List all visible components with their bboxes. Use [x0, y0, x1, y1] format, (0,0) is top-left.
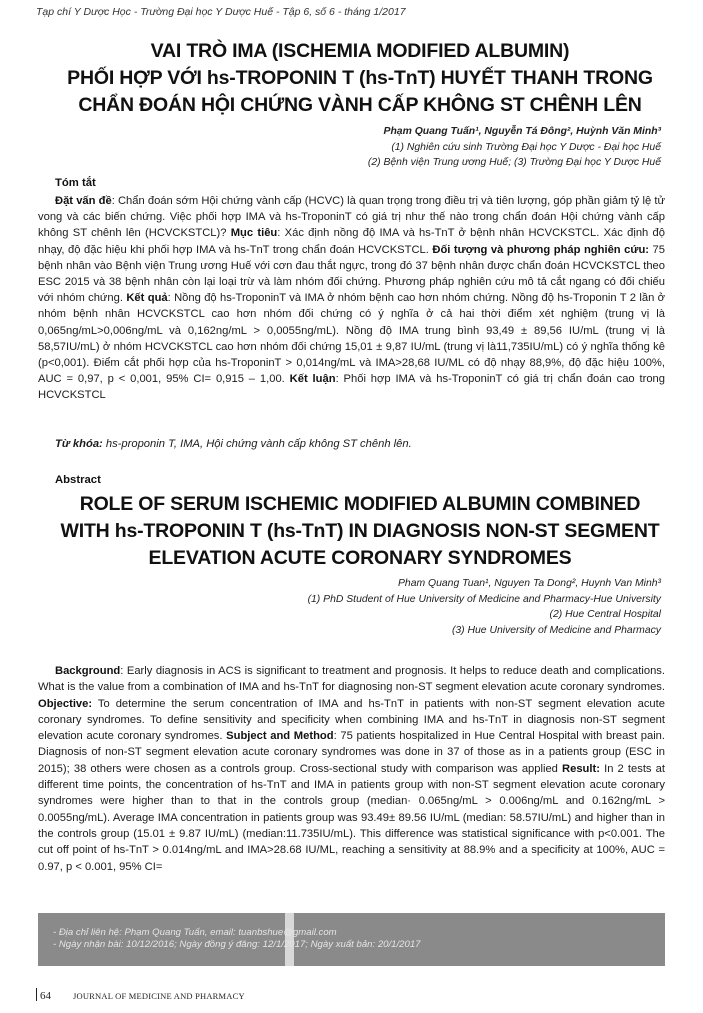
conclusion-text: : Phối hợp IMA và hs-TroponinT có giá trị chẩn đoán cao trong HCVCKSTCL [38, 373, 665, 402]
methods-label: Subject and Method [226, 730, 334, 743]
keywords-text: hs-proponin T, IMA, Hội chứng vành cấp không ST chênh lên. [102, 438, 412, 450]
title-line: WITH hs-TROPONIN T (hs-TnT) IN DIAGNOSIS NON-ST SEGMENT [60, 520, 660, 542]
page-number: 64 [40, 990, 51, 1002]
title-line: VAI TRÒ IMA (ISCHEMIA MODIFIED ALBUMIN) [150, 40, 570, 62]
vietnamese-summary [38, 193, 665, 404]
keywords [55, 438, 412, 450]
abstract-heading: Abstract [55, 474, 101, 486]
background-label: Đặt vấn đề [55, 195, 112, 207]
english-authors-block [308, 576, 661, 638]
vietnamese-authors-block [368, 124, 661, 171]
keywords-label: Từ khóa: [55, 438, 103, 450]
page-footer [36, 988, 245, 1002]
affiliation: (2) Hue Central Hospital [549, 609, 661, 620]
affiliation: (1) Nghiên cứu sinh Trường Đại học Y Dược - Đại học Huế [391, 141, 661, 153]
footer-divider [36, 988, 37, 1001]
english-abstract [38, 663, 665, 875]
summary-heading: Tóm tắt [55, 177, 96, 189]
results-label: Result: [562, 762, 600, 775]
title-line: PHỐI HỢP VỚI hs-TROPONIN T (hs-TnT) HUYẾT THANH TRONG [67, 67, 653, 89]
running-head: Tạp chí Y Dược Học - Trường Đại học Y Dược Huế - Tập 6, số 6 - tháng 1/2017 [36, 6, 406, 18]
background-label: Background [55, 665, 121, 677]
background-text: : Chẩn đoán sớm Hội chứng vành cấp (HCVC) là quan trọng trong điều trị và tiên lượng, góp phần giảm tỷ lệ tử vong và các biến chứng. Việc phối hợp IMA và hs-TroponinT có giá trị như thế nào trong chẩn đoán Hội chứng vành cấp không ST chênh lên (HCVCKSTCL)? [38, 195, 665, 240]
objective-label: Mục tiêu [230, 227, 278, 240]
journal-name: JOURNAL OF MEDICINE AND PHARMACY [73, 991, 245, 1001]
author-names: Phạm Quang Tuấn¹, Nguyễn Tá Đông², Huỳnh Văn Minh³ [383, 126, 661, 137]
background-text: : Early diagnosis in ACS is significant to treatment and prognosis. It helps to reduce death and complications. What is the value from a combination of IMA and hs-TnT for diagnosing non-ST segment elevation acute coronary syndromes. [38, 665, 665, 694]
affiliation: (2) Bệnh viện Trung ương Huế; (3) Trường Đại học Y Dược Huế [367, 157, 661, 168]
objective-text: To determine the serum concentration of IMA and hs-TnT in patients with non-ST segment elevation acute coronary syndromes. To define sensitivity and specificity when combining IMA and hs-TnT in diagnosis non-ST segment elevation acute coronary syndromes. [38, 697, 665, 743]
objective-text: : Xác định nồng độ IMA và hs-TnT ở bệnh nhân HCVCKSTCL. Xác định độ nhạy, độ đặc hiệu khi phối hợp IMA và hs-TnT trong chẩn đoán HCVCKSTCL. [38, 227, 665, 256]
methods-text: 75 bệnh nhân vào Bệnh viện Trung ương Huế với cơn đau thắt ngực, trong đó 37 bệnh nhân được chẩn đoán HCVCKSTCL theo ESC 2015 và 38 bệnh nhân còn lại loại trừ và làm nhóm đối chứng. Phương pháp nghiên cứu mô tả cắt ngang có đối chiếu với nhóm chứng. [38, 243, 665, 305]
vietnamese-title [40, 38, 680, 119]
methods-label: Đối tượng và phương pháp nghiên cứu: [432, 243, 650, 256]
affiliation: (3) Hue University of Medicine and Pharmacy [451, 624, 661, 636]
conclusion-label: Kết luận [289, 373, 336, 386]
contact-address: - Địa chỉ liên hệ: Phạm Quang Tuấn, email: tuanbshue@gmail.com [53, 927, 337, 938]
title-line: CHẨN ĐOÁN HỘI CHỨNG VÀNH CẤP KHÔNG ST CHÊNH LÊN [78, 94, 642, 116]
affiliation: (1) PhD Student of Hue University of Medicine and Pharmacy-Hue University [307, 593, 661, 605]
results-text: In 2 tests at different time points, the concentration of hs-TnT and IMA in patients group with non-ST segment elevation acute coronary syndromes were higher than to that in the controls group (median· 0.065ng/mL > 0.006ng/mL and 0.162ng/mL > 0.0055ng/mL). Average IMA concentration in patients group was 93.49± 89.56 IU/mL (median: 58.57IU/mL) and higher than in the controls group (15.01 ± 9.87 IU/mL) (median:11.735IU/mL). This difference was statistical significance with p<0.001. The cut off point of hs-TnT > 0.014ng/mL and IMA>28.68 IU/ML, reaching a sensitivity at 88.9% and a specificity at 100%, AUC = 0.97, p < 0.001, 95% CI= [38, 762, 665, 873]
english-title [40, 491, 680, 572]
objective-label: Objective: [38, 697, 93, 710]
publication-dates: - Ngày nhận bài: 10/12/2016; Ngày đồng ý đăng: 12/1/2017; Ngày xuất bản: 20/1/2017 [53, 939, 421, 950]
results-text: : Nồng độ hs-TroponinT và IMA ở nhóm bệnh cao hơn nhóm chứng. Nồng độ hs-Troponin T 2 lần ở nhóm bệnh nhân HCVCKSTCL cao hơn nhóm đối chứng có ý nghĩa ở cả hai thời điểm xét nghiệm (trung vị là 0,065ng/mL>0,006ng/mL và 0,162ng/mL > 0,0055ng/mL). Nồng độ IMA trung bình 93,49 ± 89,56 IU/mL (trung vị là 58,57IU/mL) ở nhóm HCVCKSTCL cao hơn nhóm đối chứng 15,01 ± 9,87 IU/mL (trung vị là11,735IU/mL) có ý nghĩa thống kê (p<0,001). Điểm cắt phối hợp của hs-TroponinT > 0,014ng/mL và IMA>28,68 IU/ML có độ nhạy 88,9%, độ đặc hiệu 100%, AUC = 0,97, p < 0,001, 95% CI= 0,915 – 1,00. [38, 292, 665, 386]
results-label: Kết quả [126, 292, 168, 305]
title-line: ROLE OF SERUM ISCHEMIC MODIFIED ALBUMIN COMBINED [79, 493, 641, 515]
methods-text: : 75 patients hospitalized in Hue Central Hospital with breast pain. Diagnosis of non-ST segment elevation acute coronary syndromes was done in 37 of those as in a patients group (ESC in 2015); 38 others were chosen as a controls group. Cross-sectional study with comparison was applied [38, 730, 666, 775]
title-line: ELEVATION ACUTE CORONARY SYNDROMES [148, 547, 572, 569]
contact-info-box [38, 913, 665, 966]
author-names: Pham Quang Tuan¹, Nguyen Ta Dong², Huynh Van Minh³ [398, 578, 661, 589]
